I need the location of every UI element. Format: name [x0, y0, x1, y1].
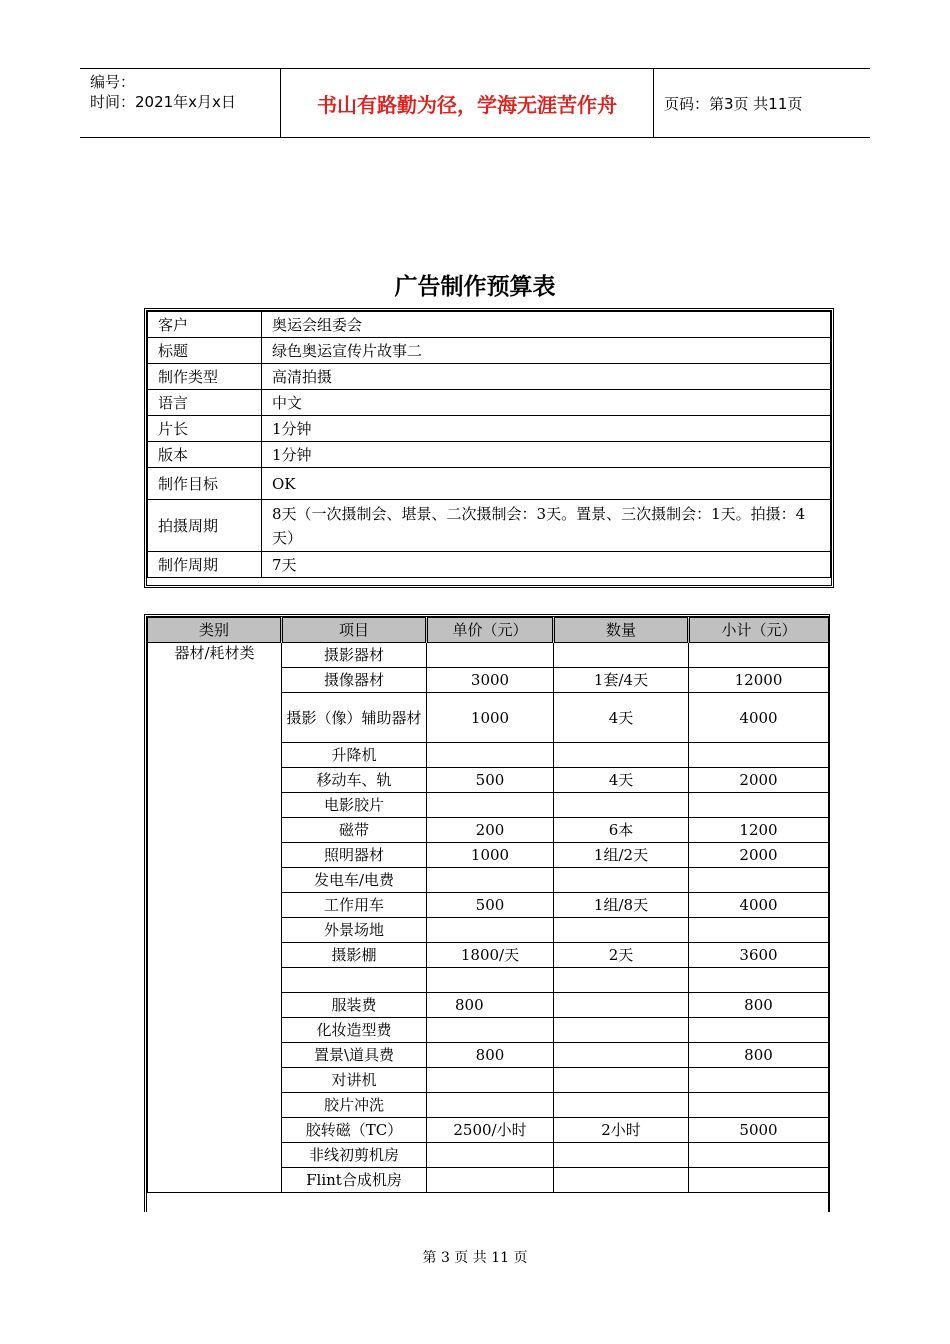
cell-subtotal — [689, 793, 829, 818]
info-row — [148, 338, 831, 364]
cell-item: 服装费 — [282, 993, 427, 1018]
cell-subtotal: 800 — [689, 1043, 829, 1068]
cell-item: 胶转磁（TC） — [282, 1118, 427, 1143]
cell-subtotal — [689, 743, 829, 768]
cell-price: 1800/天 — [427, 943, 554, 968]
cell-qty — [554, 1018, 689, 1043]
cell-price: 800 — [427, 993, 554, 1018]
cell-subtotal — [689, 868, 829, 893]
cell-price — [427, 743, 554, 768]
cell-qty — [554, 918, 689, 943]
info-value: 1分钟 — [262, 442, 831, 468]
cell-item: 摄影器材 — [282, 643, 427, 668]
cell-price: 3000 — [427, 668, 554, 693]
cell-subtotal: 4000 — [689, 893, 829, 918]
cell-qty — [554, 793, 689, 818]
header-unit-price: 单价（元） — [427, 618, 554, 643]
cell-price — [427, 1068, 554, 1093]
cell-subtotal: 2000 — [689, 843, 829, 868]
cell-subtotal: 1200 — [689, 818, 829, 843]
page-title: 广告制作预算表 — [394, 274, 556, 300]
info-value: 高清拍摄 — [262, 364, 831, 390]
info-value: 绿色奥运宣传片故事二 — [262, 338, 831, 364]
cell-price — [427, 968, 554, 993]
cell-subtotal: 3600 — [689, 943, 829, 968]
cell-qty: 1组/8天 — [554, 893, 689, 918]
cell-qty — [554, 1093, 689, 1118]
cell-item: Flint合成机房 — [282, 1168, 427, 1193]
cell-item: 发电车/电费 — [282, 868, 427, 893]
info-key: 客户 — [148, 312, 262, 338]
info-value: 1分钟 — [262, 416, 831, 442]
cell-price — [427, 1093, 554, 1118]
cell-price: 2500/小时 — [427, 1118, 554, 1143]
cell-subtotal: 800 — [689, 993, 829, 1018]
document-date: 时间：2021年x月x日 — [90, 93, 236, 111]
cell-price: 500 — [427, 893, 554, 918]
info-key: 标题 — [148, 338, 262, 364]
info-row — [148, 468, 831, 500]
header-meta — [80, 69, 281, 137]
cell-qty — [554, 968, 689, 993]
cell-qty: 4天 — [554, 693, 689, 743]
cell-item: 外景场地 — [282, 918, 427, 943]
info-value: 中文 — [262, 390, 831, 416]
cell-item: 置景\道具费 — [282, 1043, 427, 1068]
info-key: 拍摄周期 — [148, 500, 262, 552]
cell-price: 1000 — [427, 693, 554, 743]
info-key: 语言 — [148, 390, 262, 416]
info-value: 7天 — [262, 552, 831, 578]
cell-item: 照明器材 — [282, 843, 427, 868]
cell-item: 升降机 — [282, 743, 427, 768]
cell-price — [427, 1168, 554, 1193]
cell-price — [427, 643, 554, 668]
budget-table — [144, 614, 830, 1212]
budget-row — [148, 643, 829, 668]
cell-subtotal: 5000 — [689, 1118, 829, 1143]
cell-price — [427, 1143, 554, 1168]
info-row — [148, 364, 831, 390]
cell-subtotal — [689, 643, 829, 668]
page-header — [80, 68, 870, 138]
cell-qty: 2天 — [554, 943, 689, 968]
cell-qty: 1套/4天 — [554, 668, 689, 693]
cell-item: 摄影（像）辅助器材 — [282, 693, 427, 743]
info-key: 制作类型 — [148, 364, 262, 390]
info-value: OK — [262, 468, 831, 500]
info-value: 奥运会组委会 — [262, 312, 831, 338]
project-info-table — [144, 308, 834, 588]
cell-price: 500 — [427, 768, 554, 793]
header-motto: 书山有路勤为径，学海无涯苦作舟 — [281, 69, 654, 137]
cell-price: 1000 — [427, 843, 554, 868]
info-row — [148, 500, 831, 552]
cell-qty — [554, 993, 689, 1018]
cell-price — [427, 793, 554, 818]
document-number-label: 编号： — [90, 73, 136, 91]
cell-item: 移动车、轨 — [282, 768, 427, 793]
cell-subtotal: 2000 — [689, 768, 829, 793]
info-row — [148, 312, 831, 338]
cell-item: 胶片冲洗 — [282, 1093, 427, 1118]
info-row — [148, 552, 831, 578]
cell-subtotal — [689, 1168, 829, 1193]
cell-qty — [554, 1068, 689, 1093]
cell-qty — [554, 1143, 689, 1168]
cell-qty: 2小时 — [554, 1118, 689, 1143]
category-cell: 器材/耗材类 — [148, 643, 282, 1193]
info-row — [148, 390, 831, 416]
cell-item: 化妆造型费 — [282, 1018, 427, 1043]
cell-subtotal — [689, 1068, 829, 1093]
cell-item: 摄影棚 — [282, 943, 427, 968]
cell-item — [282, 968, 427, 993]
cell-qty: 4天 — [554, 768, 689, 793]
cell-price — [427, 868, 554, 893]
cell-qty — [554, 1043, 689, 1068]
budget-header-row — [148, 618, 829, 643]
header-page-info: 页码：第3页 共11页 — [664, 94, 803, 113]
header-subtotal: 小计（元） — [689, 618, 829, 643]
info-value: 8天（一次摄制会、堪景、二次摄制会：3天。置景、三次摄制会：1天。拍摄：4天） — [262, 500, 831, 552]
cell-subtotal: 12000 — [689, 668, 829, 693]
cell-qty — [554, 643, 689, 668]
header-quantity: 数量 — [554, 618, 689, 643]
page-footer: 第 3 页 共 11 页 — [422, 1250, 528, 1266]
cell-subtotal — [689, 968, 829, 993]
info-key: 版本 — [148, 442, 262, 468]
info-key: 制作周期 — [148, 552, 262, 578]
header-item: 项目 — [282, 618, 427, 643]
cell-item: 摄像器材 — [282, 668, 427, 693]
cell-subtotal — [689, 918, 829, 943]
cell-price — [427, 1018, 554, 1043]
cell-price: 800 — [427, 1043, 554, 1068]
cell-subtotal: 4000 — [689, 693, 829, 743]
cell-subtotal — [689, 1093, 829, 1118]
info-key: 制作目标 — [148, 468, 262, 500]
cell-qty — [554, 868, 689, 893]
cell-price — [427, 918, 554, 943]
cell-qty — [554, 743, 689, 768]
header-category: 类别 — [148, 618, 282, 643]
info-row — [148, 416, 831, 442]
info-key: 片长 — [148, 416, 262, 442]
cell-qty: 1组/2天 — [554, 843, 689, 868]
cell-item: 磁带 — [282, 818, 427, 843]
cell-price: 200 — [427, 818, 554, 843]
info-row — [148, 442, 831, 468]
cell-qty: 6本 — [554, 818, 689, 843]
cell-subtotal — [689, 1018, 829, 1043]
cell-item: 非线初剪机房 — [282, 1143, 427, 1168]
cell-item: 对讲机 — [282, 1068, 427, 1093]
cell-qty — [554, 1168, 689, 1193]
cell-item: 工作用车 — [282, 893, 427, 918]
cell-item: 电影胶片 — [282, 793, 427, 818]
cell-subtotal — [689, 1143, 829, 1168]
